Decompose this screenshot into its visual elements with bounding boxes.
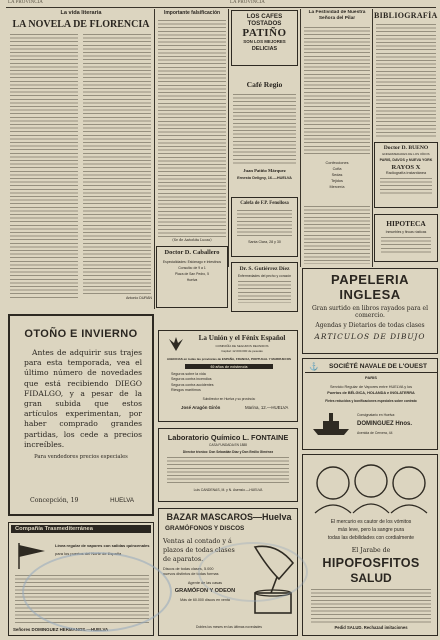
ad-otono-title: OTOÑO E INVIERNO — [24, 328, 138, 340]
ad-societe-agent-addr: Avenida de Cervera, 44 — [357, 431, 393, 435]
running-header-center: LA PROVINCIA — [230, 0, 265, 5]
col1-article-title: LA NOVELA DE FLORENCIA — [12, 19, 150, 30]
ad-dr-gutierrez-title: Dr. S. Gutiérrez Díez — [239, 266, 290, 272]
ad-doctor-caballero-line: Consulta: de 9 a 1 — [178, 266, 206, 270]
col4-ad-line: Tejidos — [331, 179, 343, 183]
ad-union-fenix — [158, 330, 298, 422]
col4-text — [304, 27, 370, 155]
ad-doctor-bueno-radio: Radiografía instantánea — [385, 171, 427, 175]
ad-union-agent-addr: Marina, 12.—HUELVA — [245, 405, 289, 410]
ad-bazar-line: de aparatos. — [163, 555, 204, 563]
ad-dr-gutierrez-sub: Enfermedades del pecho y corazón — [237, 274, 292, 278]
ad-doctor-caballero-title: Doctor D. Caballero — [164, 249, 220, 256]
ad-papeleria-title: PAPELERIA INGLESA — [331, 272, 409, 302]
ad-trasmed-line2: para los puertos del Norte de España — [55, 551, 122, 556]
ad-cafes-line1: LOS CAFES — [246, 13, 283, 20]
col1-text-right — [83, 34, 151, 294]
ad-trasmed-footer: Señores DOMINGUEZ HERMANOS.—HUELVA — [13, 627, 109, 632]
ad-dr-gutierrez — [231, 262, 298, 312]
ad-fontaine-title: Laboratorio Químico L. FONTAINE — [167, 433, 289, 442]
ad-otono-body: Antes de adquirir sus trajes para esta temporada, vea el último número de novedades que está recibiendo DIEGO FIDALGO, y a pesar de la gran subida que estos artículos experimentan, por haber comprado grandes partidas, los cede a precios increíbles. — [24, 348, 142, 449]
col4-ad — [304, 160, 370, 200]
running-header-left: LA PROVINCIA — [8, 0, 43, 5]
ad-hipo-line3: todas las debilidades con cordialmente — [327, 535, 415, 541]
ad-union-agent: Subdirector en Huelva y su provincia: — [202, 397, 256, 401]
ad-fontaine-sub: CASA FUNDADA EN 1888 — [209, 443, 247, 447]
ad-hipoteca — [374, 214, 438, 262]
ad-hipo-title: HIPOFOSFITOS — [322, 556, 420, 570]
ad-doctor-caballero — [156, 246, 228, 308]
ad-fontaine-footer: Luis CANDENAS, M. y N. Asensio.—HUELVA — [193, 488, 263, 492]
col4-ad-line: Mercería — [329, 185, 345, 189]
ad-doctor-bueno-sub: ENFERMEDADES DE LOS OÍDOS — [382, 152, 430, 156]
ad-doctor-bueno-cities: PARIS, DAVOS y NUEVA YORK — [379, 158, 433, 162]
ad-cafes-line2: TOSTADOS — [247, 20, 282, 27]
ad-hipo-line1: El mercurio es cautor de los vómitos — [330, 519, 412, 525]
col4-text-lower — [304, 206, 370, 264]
col2-signature: (Se de Antoñita Lucas) — [172, 238, 212, 242]
ad-otono-address: Concepción, 19 — [30, 497, 79, 504]
ad-doctor-caballero-line: Especialidades: Estómago e Intestinos — [162, 260, 222, 264]
ad-papeleria-line3: Agendas y Dietarios de todas clases — [315, 322, 425, 329]
ad-bazar-agent: Agente de las casas — [187, 581, 223, 585]
ad-union-years: 60 años de existencia — [185, 364, 273, 369]
ad-bazar-line: nuevos distintos de todas formas — [163, 572, 219, 576]
anchor-icon: ⚓ — [309, 362, 319, 371]
phoenix-icon — [165, 335, 187, 353]
ad-doctor-bueno-name: Doctor D. BUENO — [383, 145, 429, 151]
ad-union-line: Riesgos marítimos — [171, 388, 201, 393]
col5-text — [376, 24, 436, 138]
ad-bazar-sub: GRAMÓFONOS Y DISCOS — [165, 525, 245, 532]
col2-section-title: Importante falsificación — [163, 10, 221, 16]
library-stamp-watermark — [22, 552, 172, 632]
ad-union-line: Seguros sobre la vida — [171, 372, 206, 376]
ad-bazar-discs: Más de 60.000 discos en venta — [180, 598, 230, 602]
ad-fenollosa-address: Santa Clara, 28 y 30 — [248, 240, 281, 244]
ad-societe-agent: Consignatario en Huelva: — [357, 413, 396, 417]
ad-hipo-footer: Pedid SALUD. Rechazad imitaciones — [334, 625, 408, 630]
ad-union-title: La Unión y el Fénix Español — [198, 334, 286, 342]
ad-fenollosa-title: Calefa de F.P. Fenollosa — [240, 201, 289, 206]
ad-bazar-title: BAZAR MASCAROS—Huelva — [166, 512, 292, 522]
portrait-illustration — [305, 457, 437, 515]
ad-hipofosfitos-salud — [302, 454, 438, 636]
col3-text — [233, 94, 296, 166]
ad-papeleria-line1: Gran surtido en libros rayados para el — [311, 305, 429, 312]
ad-delicias-title: DELICIAS — [251, 46, 278, 52]
ad-bazar-brands: GRAMÓFON Y ODEON — [174, 588, 236, 594]
ad-hipoteca-title: HIPOTECA — [386, 219, 426, 228]
ad-bazar-line: Ventas al contado y á — [163, 537, 232, 545]
ship-icon — [311, 409, 351, 437]
ad-hipoteca-sub: Inmuebles y fincas rústicas — [385, 230, 427, 234]
ad-cafes-brand: PATIÑO — [242, 27, 287, 39]
ad-papeleria-line2: comercio. — [355, 312, 385, 319]
ad-doctor-bueno — [374, 142, 438, 208]
ad-otono-footer: Para vendedores precios especiales — [34, 454, 128, 461]
ad-union-agent-name: José Aragón Girón — [181, 405, 221, 410]
ad-societe-line2: Puertos de BÉLGICA, HOLANDA e INGLATERRA — [327, 391, 415, 395]
library-stamp-watermark — [198, 542, 308, 602]
col2-text — [158, 20, 226, 238]
ad-fontaine — [158, 428, 298, 502]
ad-societe-title: SOCIÉTÉ NAVALE DE L'OUEST — [328, 363, 428, 370]
ad-cafes-tagline: SON LOS MEJORES — [243, 39, 286, 44]
ad-fontaine-director: Director técnico: Don Sebastián Díaz y Don Emilio Giménez — [182, 450, 274, 454]
ad-societe-agent-name: DOMINGUEZ Hnos. — [357, 421, 412, 427]
col4-ad-line: Sedas — [331, 173, 343, 177]
col5-title: BIBLIOGRAFÍA — [374, 11, 438, 20]
ad-doctor-caballero-line: Plaza de San Pedro, 5 — [175, 272, 209, 276]
col4-ad-line: Cofia — [332, 167, 342, 171]
ad-bazar-footer: Dobles los meses en las últimas novedades — [196, 625, 262, 629]
ad-cafes-patino — [231, 10, 298, 66]
ad-union-line: Seguros contra incendios — [171, 377, 212, 382]
ad-hipo-line2: más leve, pero la sangre pura — [337, 527, 405, 533]
ad-trasmed-line1: Línea regular de vapores con salidas quincenales — [55, 543, 150, 548]
col1-section-title: La vida literaria — [60, 10, 102, 16]
ad-cafe-regio: Café Regio — [246, 80, 283, 89]
col1-text-left — [10, 34, 78, 298]
col4-ad-line: Confecciones — [325, 161, 349, 165]
ad-doctor-bueno-rayos: RAYOS X — [391, 164, 421, 171]
ad-juan-patino-addr: Ernesto Deligny, 16.—HUELVA — [237, 176, 292, 180]
col1-signature: Antonio DURÁN — [126, 296, 152, 300]
ad-papeleria-line4: ARTICULOS DE DIBUJO — [314, 332, 426, 341]
ad-societe-navale — [302, 358, 438, 450]
ad-union-sub: COMPAÑÍA DE SEGUROS REUNIDOS — [215, 344, 269, 348]
ad-papeleria-inglesa — [302, 268, 438, 354]
ad-union-note: AGENCIAS en todas las provincias de ESPAÑA, FRANCIA, PORTUGAL Y MARRUECOS — [166, 357, 292, 361]
ad-bazar-line: Discos de todas clases, 5.000 — [163, 567, 214, 571]
ad-otono-city: HUELVA — [110, 497, 134, 504]
ad-union-capital: Capital: 12.000.000 de pesetas — [221, 349, 263, 353]
ad-bazar-line: plazos de todas clases — [163, 546, 235, 554]
ad-societe-line3: Fletes reducidos y bonificaciones especiales sobre contrato — [325, 399, 417, 403]
ad-hipo-brand: El Jarabe de — [351, 547, 391, 554]
ad-fenollosa — [231, 197, 298, 257]
ad-hipo-title2: SALUD — [350, 571, 392, 585]
ad-otono-invierno — [8, 314, 154, 516]
col4-section-title: La Festividad de Nuestra Señora del Pilar — [308, 10, 366, 21]
ad-union-line: Seguros contra accidentes — [171, 382, 214, 387]
ad-societe-line1: Servicio Regular de Vapores entre HUELVA y los — [329, 385, 413, 389]
ad-trasmed-title: Compañía Trasmediterránea — [11, 525, 151, 533]
ad-doctor-caballero-line: Huelva — [186, 278, 198, 282]
ad-societe-sub: PARIS — [365, 375, 377, 380]
ad-juan-patino-name: Juan Patiño Márquez — [243, 168, 286, 173]
